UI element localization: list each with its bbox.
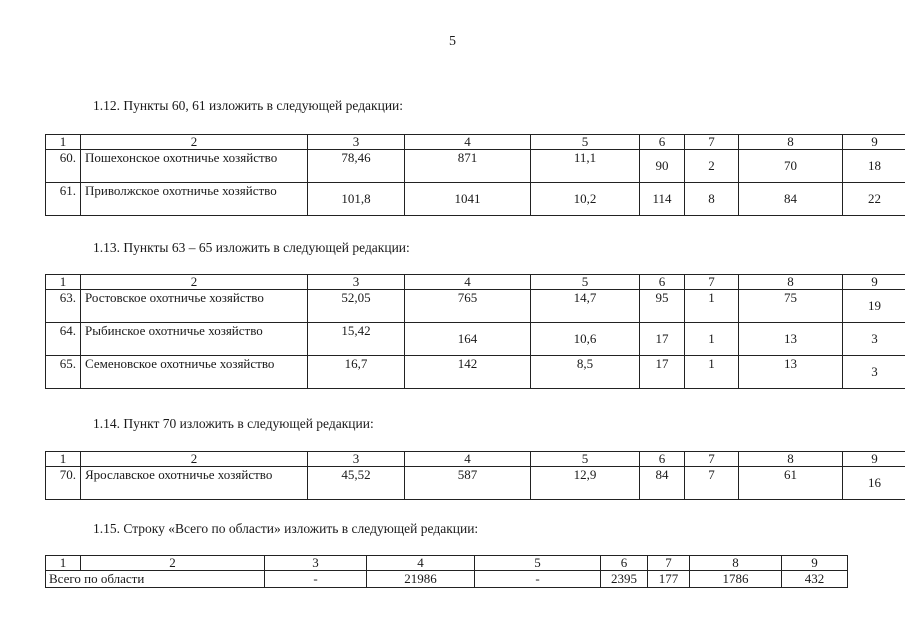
section-heading-1-14: 1.14. Пункт 70 изложить в следующей редакции: [93,416,374,431]
cell-col4: 1041 [405,183,531,216]
section-heading-1-12: 1.12. Пункты 60, 61 изложить в следующей редакции: [93,98,404,113]
row-name: Рыбинское охотничье хозяйство [81,323,308,356]
header-cell: 6 [640,135,685,150]
cell-col8: 61 [739,467,843,500]
total-col4: 21986 [367,571,475,588]
row-number: 65. [46,356,81,389]
cell-col8: 75 [739,290,843,323]
header-cell: 4 [405,452,531,467]
cell-col5: 10,6 [531,323,640,356]
header-cell: 8 [739,452,843,467]
row-name: Ярославское охотничье хозяйство [81,467,308,500]
header-cell: 1 [46,135,81,150]
header-cell: 1 [46,275,81,290]
header-cell: 2 [81,275,308,290]
cell-col3: 16,7 [308,356,405,389]
header-cell: 6 [601,556,648,571]
table-row [46,150,905,183]
table-total-region [45,555,848,588]
cell-col5: 10,2 [531,183,640,216]
cell-col7: 7 [685,467,739,500]
cell-col4: 164 [405,323,531,356]
table-row [46,356,905,389]
cell-col3: 52,05 [308,290,405,323]
header-cell: 2 [81,452,308,467]
total-col3: - [265,571,367,588]
header-cell: 7 [685,275,739,290]
header-cell: 7 [648,556,690,571]
cell-col9: 3 [843,323,905,356]
cell-col9: 19 [843,290,905,323]
cell-col9: 3 [843,356,905,389]
row-name: Семеновское охотничье хозяйство [81,356,308,389]
cell-col7: 1 [685,290,739,323]
cell-col8: 84 [739,183,843,216]
cell-col7: 1 [685,323,739,356]
total-col9: 432 [782,571,848,588]
cell-col3: 45,52 [308,467,405,500]
cell-col5: 14,7 [531,290,640,323]
cell-col6: 17 [640,323,685,356]
table-header-row [46,556,848,571]
row-name: Приволжское охотничье хозяйство [81,183,308,216]
header-cell: 2 [81,135,308,150]
total-col7: 177 [648,571,690,588]
table-item-70 [45,451,905,500]
header-cell: 9 [843,275,905,290]
header-cell: 3 [308,275,405,290]
header-cell: 3 [308,452,405,467]
cell-col7: 1 [685,356,739,389]
header-cell: 4 [405,135,531,150]
table-items-63-65 [45,274,905,389]
header-cell: 8 [739,135,843,150]
row-number: 70. [46,467,81,500]
header-cell: 7 [685,135,739,150]
table-row [46,183,905,216]
cell-col5: 11,1 [531,150,640,183]
section-heading-1-13: 1.13. Пункты 63 – 65 изложить в следующей редакции: [93,240,410,255]
cell-col6: 84 [640,467,685,500]
row-name: Пошехонское охотничье хозяйство [81,150,308,183]
cell-col3: 101,8 [308,183,405,216]
header-cell: 3 [265,556,367,571]
table-items-60-61 [45,134,905,216]
header-cell: 9 [843,135,905,150]
cell-col8: 13 [739,323,843,356]
cell-col9: 18 [843,150,905,183]
header-cell: 1 [46,452,81,467]
header-cell: 6 [640,275,685,290]
total-col5: - [475,571,601,588]
cell-col8: 13 [739,356,843,389]
header-cell: 6 [640,452,685,467]
header-cell: 8 [739,275,843,290]
cell-col4: 142 [405,356,531,389]
header-cell: 5 [531,452,640,467]
cell-col9: 22 [843,183,905,216]
header-cell: 3 [308,135,405,150]
cell-col6: 17 [640,356,685,389]
cell-col4: 765 [405,290,531,323]
cell-col3: 78,46 [308,150,405,183]
table-header-row [46,452,905,467]
table-header-row [46,275,905,290]
table-header-row [46,135,905,150]
table-row [46,323,905,356]
header-cell: 4 [405,275,531,290]
header-cell: 5 [475,556,601,571]
total-col8: 1786 [690,571,782,588]
header-cell: 1 [46,556,81,571]
row-number: 61. [46,183,81,216]
header-cell: 5 [531,275,640,290]
row-name: Ростовское охотничье хозяйство [81,290,308,323]
cell-col8: 70 [739,150,843,183]
cell-col6: 90 [640,150,685,183]
header-cell: 8 [690,556,782,571]
header-cell: 5 [531,135,640,150]
header-cell: 9 [782,556,848,571]
section-heading-1-15: 1.15. Строку «Всего по области» изложить в следующей редакции: [93,521,479,536]
table-row [46,290,905,323]
header-cell: 4 [367,556,475,571]
cell-col3: 15,42 [308,323,405,356]
cell-col4: 587 [405,467,531,500]
cell-col9: 16 [843,467,905,500]
cell-col5: 12,9 [531,467,640,500]
cell-col6: 114 [640,183,685,216]
cell-col7: 2 [685,150,739,183]
cell-col6: 95 [640,290,685,323]
row-number: 63. [46,290,81,323]
header-cell: 7 [685,452,739,467]
cell-col5: 8,5 [531,356,640,389]
table-row [46,467,905,500]
cell-col4: 871 [405,150,531,183]
total-col6: 2395 [601,571,648,588]
total-label: Всего по области [46,571,265,588]
row-number: 64. [46,323,81,356]
header-cell: 2 [81,556,265,571]
total-row [46,571,848,588]
row-number: 60. [46,150,81,183]
page-number: 5 [449,34,456,49]
cell-col7: 8 [685,183,739,216]
header-cell: 9 [843,452,905,467]
